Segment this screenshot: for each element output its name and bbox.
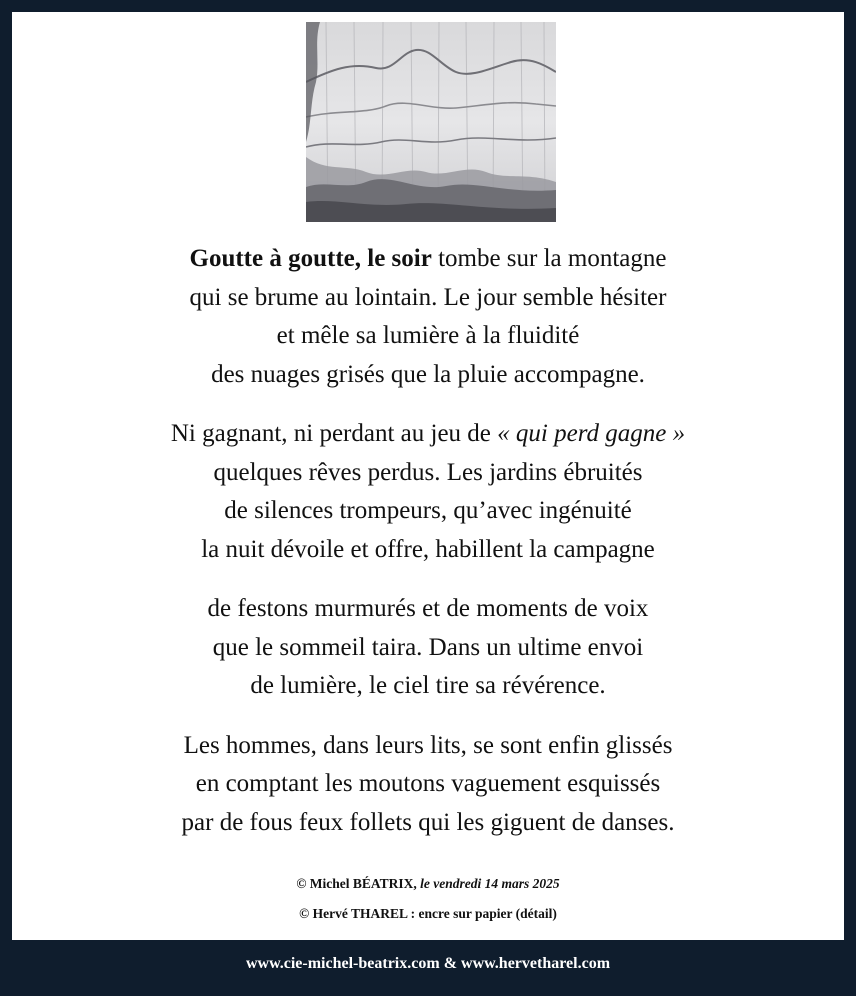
poem-line: la nuit dévoile et offre, habillent la campagne bbox=[201, 535, 655, 563]
stanza-4 bbox=[12, 727, 844, 843]
author-name: © Michel BÉATRIX, bbox=[296, 876, 417, 891]
poem-line: quelques rêves perdus. Les jardins ébruités bbox=[213, 458, 643, 486]
footer bbox=[0, 940, 856, 996]
poem-line: et mêle sa lumière à la fluidité bbox=[276, 322, 580, 349]
poem-line: des nuages grisés que la pluie accompagne. bbox=[211, 360, 645, 388]
poem-line: Les hommes, dans leurs lits, se sont enfin glissés bbox=[183, 731, 673, 759]
poem-line: par de fous feux follets qui les giguent de danses. bbox=[181, 808, 675, 836]
artist-credit: © Hervé THAREL : encre sur papier (détail) bbox=[299, 906, 557, 921]
stanza-1 bbox=[12, 240, 844, 394]
stanza-3 bbox=[12, 590, 844, 706]
poem-line: Goutte à goutte, le soir tombe sur la montagne bbox=[189, 245, 667, 272]
author-credit bbox=[12, 876, 844, 892]
michel-beatrix-website-link[interactable]: www.cie-michel-beatrix.com bbox=[245, 955, 440, 972]
poem-line: de festons murmurés et de moments de voix bbox=[207, 595, 649, 622]
poem-card bbox=[12, 12, 844, 940]
poem-line-italic-quote: « qui perd gagne » bbox=[497, 420, 686, 447]
footer-separator: & bbox=[439, 955, 462, 972]
poem bbox=[12, 240, 844, 863]
stanza-2 bbox=[12, 415, 844, 569]
poem-line-bold-opening: Goutte à goutte, le soir bbox=[189, 245, 432, 272]
poem-date: le vendredi 14 mars 2025 bbox=[416, 876, 560, 891]
poem-line: qui se brume au lointain. Le jour semble hésiter bbox=[189, 283, 667, 311]
poem-line: en comptant les moutons vaguement esquissés bbox=[195, 770, 661, 797]
ink-painting-image bbox=[306, 22, 556, 222]
poem-line: Ni gagnant, ni perdant au jeu de « qui perd gagne » bbox=[170, 420, 686, 447]
poem-line: de silences trompeurs, qu’avec ingénuité bbox=[224, 497, 632, 524]
herve-tharel-website-link[interactable]: www.hervetharel.com bbox=[461, 955, 611, 972]
poem-line: de lumière, le ciel tire sa révérence. bbox=[250, 672, 606, 699]
poem-line: que le sommeil taira. Dans un ultime envoi bbox=[212, 633, 644, 661]
